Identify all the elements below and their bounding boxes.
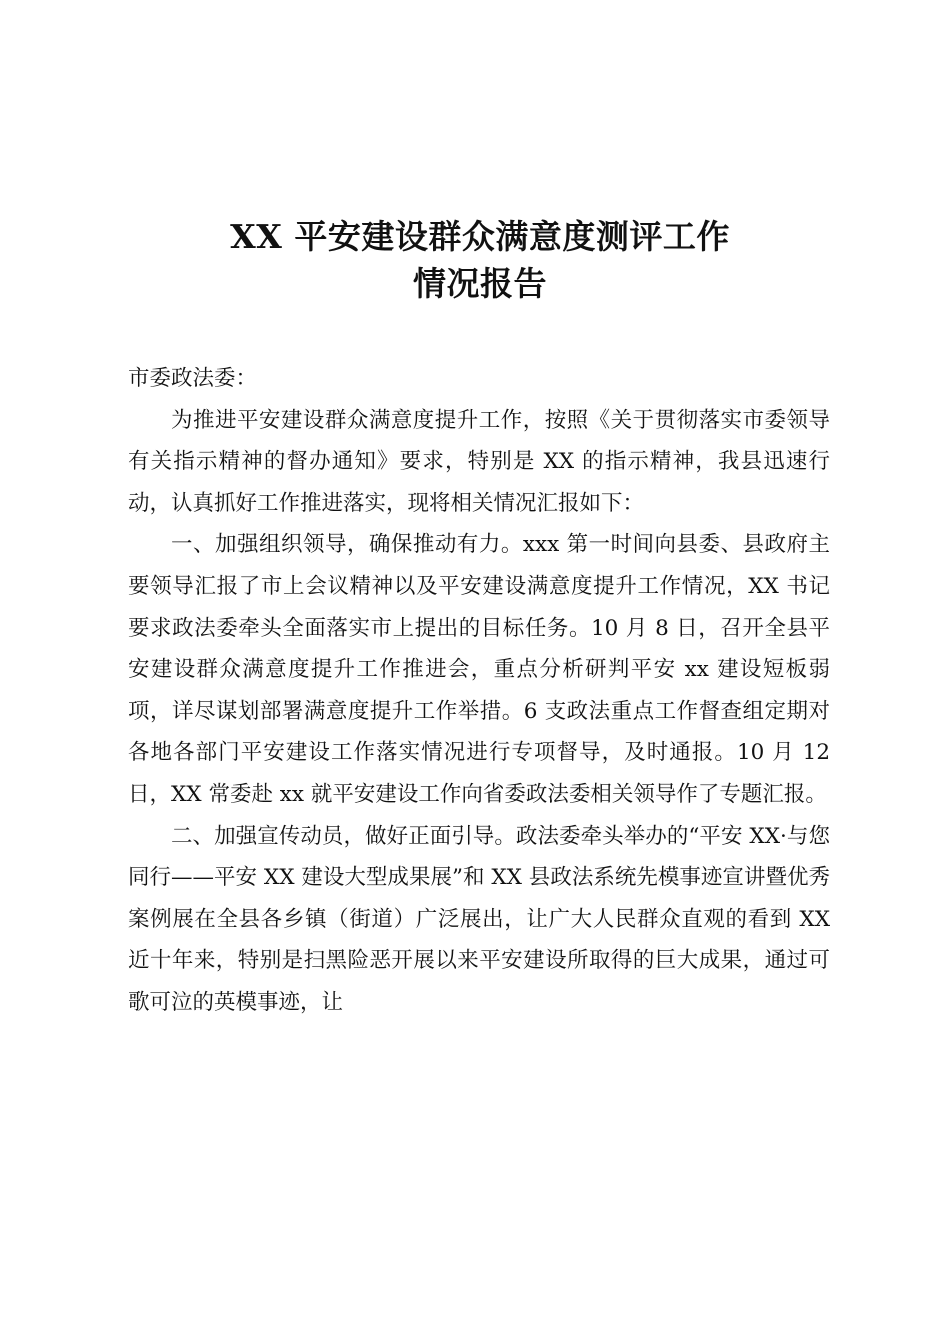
paragraph-intro: 为推进平安建设群众满意度提升工作，按照《关于贯彻落实市委领导有关指示精神的督办通知》要求，特别是 XX 的指示精神，我县迅速行动，认真抓好工作推进落实，现将相关情况汇报如下： bbox=[128, 407, 830, 516]
title-line-1: XX 平安建设群众满意度测评工作 bbox=[230, 217, 730, 256]
paragraph-section-2: 二、加强宣传动员，做好正面引导。政法委牵头举办的“平安 XX·与您同行——平安 XX 建设大型成果展”和 XX 县政法系统先模事迹宣讲暨优秀案例展在全县各乡镇（街道）广泛展出，让广大人民群众直观的看到 XX 近十年来，特别是扫黑险恶开展以来平安建设所取得的巨大成果，通过可歌可泣的英模事迹，让 bbox=[128, 823, 830, 1015]
document-body bbox=[128, 358, 830, 1024]
paragraph-section-1: 一、加强组织领导，确保推动有力。xxx 第一时间向县委、县政府主要领导汇报了市上会议精神以及平安建设满意度提升工作情况，XX 书记要求政法委牵头全面落实市上提出的目标任务。10 月 8 日，召开全县平安建设群众满意度提升工作推进会，重点分析研判平安 xx 建设短板弱项，详尽谋划部署满意度提升工作举措。6 支政法重点工作督查组定期对各地各部门平安建设工作落实情况进行专项督导，及时通报。10 月 12 日，XX 常委赴 xx 就平安建设工作向省委政法委相关领导作了专题汇报。 bbox=[128, 532, 830, 807]
salutation: 市委政法委： bbox=[128, 366, 258, 391]
document-title bbox=[130, 213, 830, 307]
title-line-2: 情况报告 bbox=[413, 264, 547, 303]
